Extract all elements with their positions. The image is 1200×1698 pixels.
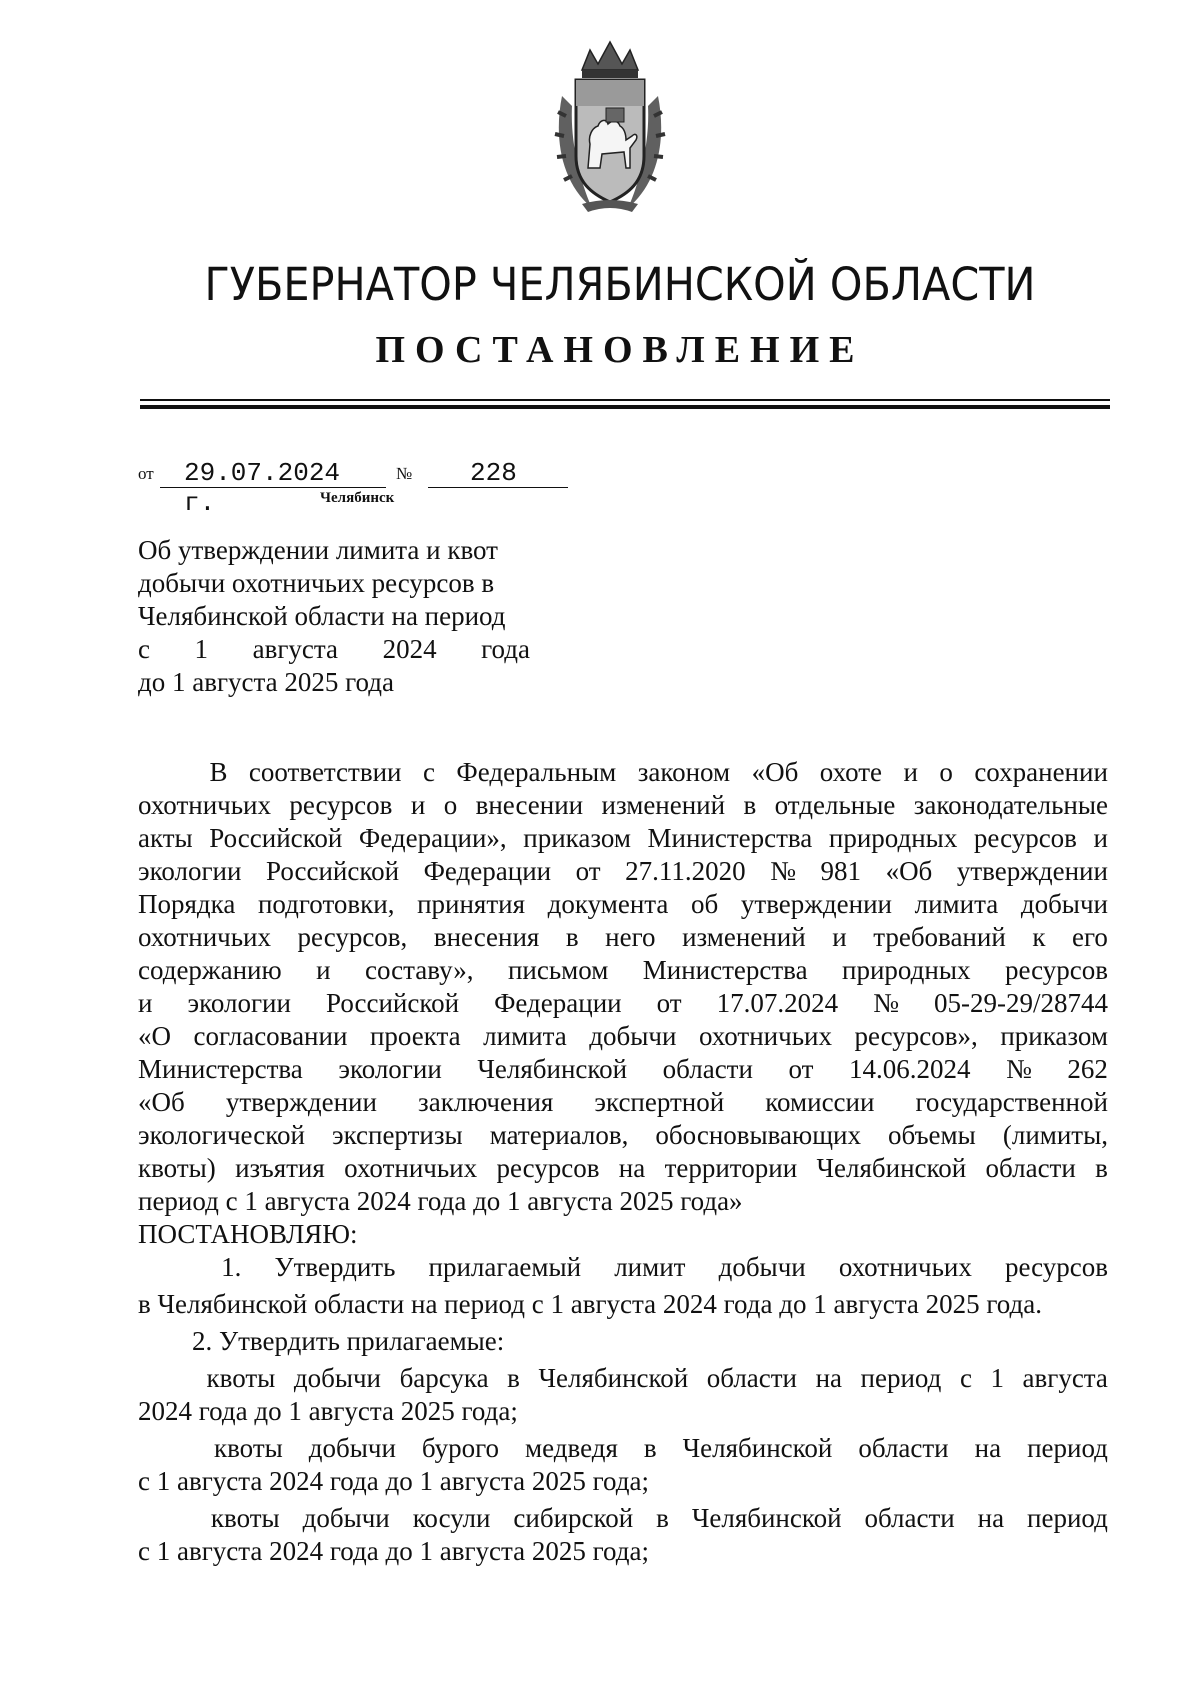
body-word: с (959, 1363, 972, 1393)
body-word: на (815, 1363, 842, 1393)
body-word: соответствии (248, 757, 402, 787)
body-word: подготовки, (257, 889, 395, 919)
body-word: «Об (885, 856, 933, 886)
body-word: его (1072, 922, 1108, 952)
date-label: от (138, 464, 154, 483)
body-word: внесении (475, 790, 584, 820)
body-word: Утвердить (274, 1252, 396, 1282)
body-word: утверждении (740, 889, 892, 919)
title-line (138, 633, 530, 666)
body-word: лимита (483, 1021, 567, 1051)
body-word: приказом (1000, 1021, 1108, 1051)
body-word: 1 (990, 1363, 1004, 1393)
body-word: бурого (421, 1433, 500, 1463)
body-word: об (691, 889, 719, 919)
body-word: требований (873, 922, 1006, 952)
body-word: утверждении (225, 1087, 377, 1117)
body-word: в (656, 1503, 669, 1533)
body-line (138, 1020, 1108, 1053)
body-line: в Челябинской области на период с 1 августа 2024 года до 1 августа 2025 года. (138, 1289, 1042, 1319)
body-word: территории (664, 1153, 798, 1183)
title-word: 2024 (382, 634, 437, 664)
body-word: ресурсов», (854, 1021, 978, 1051)
body-word: 1. (221, 1252, 242, 1282)
body-word (138, 1432, 188, 1465)
title-line: добычи охотничьих ресурсов в (138, 568, 495, 598)
body-word: Челябинской (682, 1433, 833, 1463)
body-word: в (743, 790, 757, 820)
title-line: до 1 августа 2025 года (138, 667, 394, 697)
body-line: с 1 августа 2024 года до 1 августа 2025 года; (138, 1466, 649, 1496)
body-word: заключения (418, 1087, 554, 1117)
body-word: экологии (187, 988, 291, 1018)
body-line: 2024 года до 1 августа 2025 года; (138, 1396, 518, 1426)
body-word: утверждении (956, 856, 1108, 886)
body-word: прилагаемый (428, 1252, 582, 1282)
body-line (138, 756, 1108, 789)
body-word: содержанию (138, 955, 282, 985)
body-word: принятия (417, 889, 526, 919)
title-line: Челябинской области на период (138, 601, 506, 631)
body-word (138, 1251, 188, 1284)
body-line: период с 1 августа 2024 года до 1 августа 2025 года» (138, 1186, 743, 1216)
body-word: составу», (365, 955, 474, 985)
number-label: № (396, 464, 413, 483)
body-line (138, 1152, 1108, 1185)
body-word: него (605, 922, 656, 952)
body-word: квоты (214, 1433, 283, 1463)
body-word: согласовании (193, 1021, 348, 1051)
body-word: области (985, 1153, 1076, 1183)
body-word: Федерации», (358, 823, 507, 853)
document-number: 228 (428, 458, 568, 488)
body-word: Российской (209, 823, 343, 853)
body-word: охоте (819, 757, 883, 787)
body-word: квоты (206, 1363, 276, 1393)
body-word: квоты) (138, 1153, 216, 1183)
body-word: № (873, 988, 899, 1018)
document-date: 29.07.2024 г. (160, 458, 386, 488)
body-word: области (858, 1433, 949, 1463)
body-line (138, 1251, 1108, 1284)
body-line (138, 1362, 1108, 1395)
body-word: в (643, 1433, 657, 1463)
title-word: августа (252, 634, 339, 664)
body-word: охотничьих (838, 1252, 972, 1282)
body-word: законодательные (913, 790, 1108, 820)
body-word: «О (138, 1021, 171, 1051)
body-word: и (410, 790, 426, 820)
body-word: письмом (507, 955, 609, 985)
body-word: области (864, 1503, 955, 1533)
body-word: и (316, 955, 331, 985)
body-word: комиссии (765, 1087, 875, 1117)
body-word: ресурсов (496, 1153, 600, 1183)
issuing-authority: ГУБЕРНАТОР ЧЕЛЯБИНСКОЙ ОБЛАСТИ (204, 258, 1036, 311)
body-line (138, 888, 1108, 921)
body-line (138, 1119, 1108, 1152)
body-word: внесения (433, 922, 540, 952)
body-word: охотничьих (138, 790, 271, 820)
body-word: Министерства (138, 1054, 303, 1084)
body-word: ресурсов, (297, 922, 408, 952)
document-body (138, 756, 1108, 1568)
body-word: изъятия (235, 1153, 325, 1183)
body-word: на (618, 1153, 646, 1183)
body-word: и (138, 988, 153, 1018)
body-word: и (832, 922, 847, 952)
body-line (138, 1432, 1108, 1465)
body-word: добычи (589, 1021, 677, 1051)
body-word: сохранении (974, 757, 1108, 787)
body-word: охотничьих (344, 1153, 478, 1183)
body-word: 14.06.2024 (849, 1054, 971, 1084)
body-word: охотничьих (698, 1021, 832, 1051)
title-word: 1 (194, 634, 209, 664)
body-word: 27.11.2020 (625, 856, 746, 886)
body-word: объемы (888, 1120, 976, 1150)
body-word: лимит (614, 1252, 686, 1282)
body-word: обосновывающих (655, 1120, 861, 1150)
document-title (138, 534, 530, 699)
body-word: Челябинской (691, 1503, 842, 1533)
body-word: от (575, 856, 601, 886)
body-line (138, 987, 1108, 1020)
body-word: 17.07.2024 (716, 988, 839, 1018)
body-word: Челябинской (538, 1363, 689, 1393)
body-word: 981 (820, 856, 862, 886)
body-line (138, 1053, 1108, 1086)
body-word: лимита (914, 889, 999, 919)
body-word (138, 756, 188, 789)
body-word: Российской (325, 988, 460, 1018)
body-word: Федерации (423, 856, 552, 886)
body-word: документа (547, 889, 669, 919)
body-word: период (860, 1363, 942, 1393)
body-word: экспертной (594, 1087, 725, 1117)
body-word: ресурсов (1004, 955, 1108, 985)
body-word: отдельные (774, 790, 896, 820)
body-word: с (422, 757, 435, 787)
body-word: добычи (1020, 889, 1108, 919)
body-word: 262 (1067, 1054, 1108, 1084)
body-word: на (977, 1503, 1005, 1533)
body-word: материалов, (489, 1120, 629, 1150)
title-word: с (138, 634, 150, 664)
coat-of-arms-icon (552, 36, 668, 216)
body-word: добычи (302, 1503, 390, 1533)
body-word: сибирской (513, 1503, 634, 1533)
body-word: к (1032, 922, 1046, 952)
body-word: изменений (601, 790, 726, 820)
body-word: экспертизы (331, 1120, 463, 1150)
body-word: Порядка (138, 889, 236, 919)
body-word: законом (637, 757, 731, 787)
body-word: от (788, 1054, 814, 1084)
body-word: в (1095, 1153, 1108, 1183)
body-word: Министерства (642, 955, 808, 985)
body-word: области (662, 1054, 753, 1084)
title-line: Об утверждении лимита и квот (138, 535, 498, 565)
body-word: 05-29-29/28744 (934, 988, 1108, 1018)
body-word: добычи (718, 1252, 806, 1282)
body-line (138, 954, 1108, 987)
body-word: августа (1022, 1363, 1108, 1393)
body-word: «Об (751, 757, 799, 787)
body-line: ПОСТАНОВЛЯЮ: (138, 1219, 358, 1249)
body-word: Российской (265, 856, 400, 886)
body-word: ресурсов (973, 823, 1077, 853)
body-word: и (903, 757, 918, 787)
body-word: (лимиты, (1002, 1120, 1108, 1150)
body-word: медведя (525, 1433, 618, 1463)
body-word: природных (828, 823, 958, 853)
body-word: приказом (523, 823, 631, 853)
body-line (138, 1086, 1108, 1119)
body-word: экологии (338, 1054, 442, 1084)
body-word (138, 1362, 188, 1395)
body-word: государственной (915, 1087, 1108, 1117)
body-word: косули (412, 1503, 491, 1533)
header-rule-bottom (140, 405, 1110, 409)
body-line (138, 789, 1108, 822)
body-word: охотничьих (138, 922, 271, 952)
body-word: на (974, 1433, 1002, 1463)
body-word: № (1006, 1054, 1032, 1084)
body-word: период (1027, 1433, 1108, 1463)
body-word: и (1093, 823, 1108, 853)
body-word: Челябинской (477, 1054, 628, 1084)
body-line (138, 822, 1108, 855)
body-word: добычи (308, 1433, 396, 1463)
document-city: Челябинск (320, 490, 395, 506)
body-word: ресурсов (1004, 1252, 1108, 1282)
body-word: экологии (138, 856, 242, 886)
body-line (138, 855, 1108, 888)
body-line (138, 1502, 1108, 1535)
body-word: о (939, 757, 953, 787)
body-word: Федеральным (456, 757, 617, 787)
body-line: 2. Утвердить прилагаемые: (138, 1326, 505, 1356)
body-word: природных (842, 955, 971, 985)
body-line: с 1 августа 2024 года до 1 августа 2025 года; (138, 1536, 649, 1566)
header-rule-top (140, 399, 1110, 401)
body-word: барсука (399, 1363, 489, 1393)
body-word: Челябинской (816, 1153, 967, 1183)
body-word: в (565, 922, 579, 952)
body-word: «Об (138, 1087, 185, 1117)
body-word: № (770, 856, 796, 886)
body-word: Министерства (647, 823, 813, 853)
body-word: в (507, 1363, 520, 1393)
body-word: период (1027, 1503, 1108, 1533)
body-word: от (656, 988, 682, 1018)
body-word: акты (138, 823, 193, 853)
body-word: изменений (682, 922, 806, 952)
body-word: проекта (369, 1021, 461, 1051)
body-word: В (209, 757, 228, 787)
body-word: экологической (138, 1120, 305, 1150)
body-word (138, 1502, 188, 1535)
body-word: Федерации (494, 988, 622, 1018)
title-word: года (481, 634, 530, 664)
body-word: ресурсов (289, 790, 393, 820)
body-word: о (443, 790, 458, 820)
body-word: добычи (293, 1363, 382, 1393)
document-type: ПОСТАНОВЛЕНИЕ (375, 329, 865, 371)
body-line (138, 921, 1108, 954)
body-word: области (706, 1363, 798, 1393)
body-word: квоты (210, 1503, 280, 1533)
